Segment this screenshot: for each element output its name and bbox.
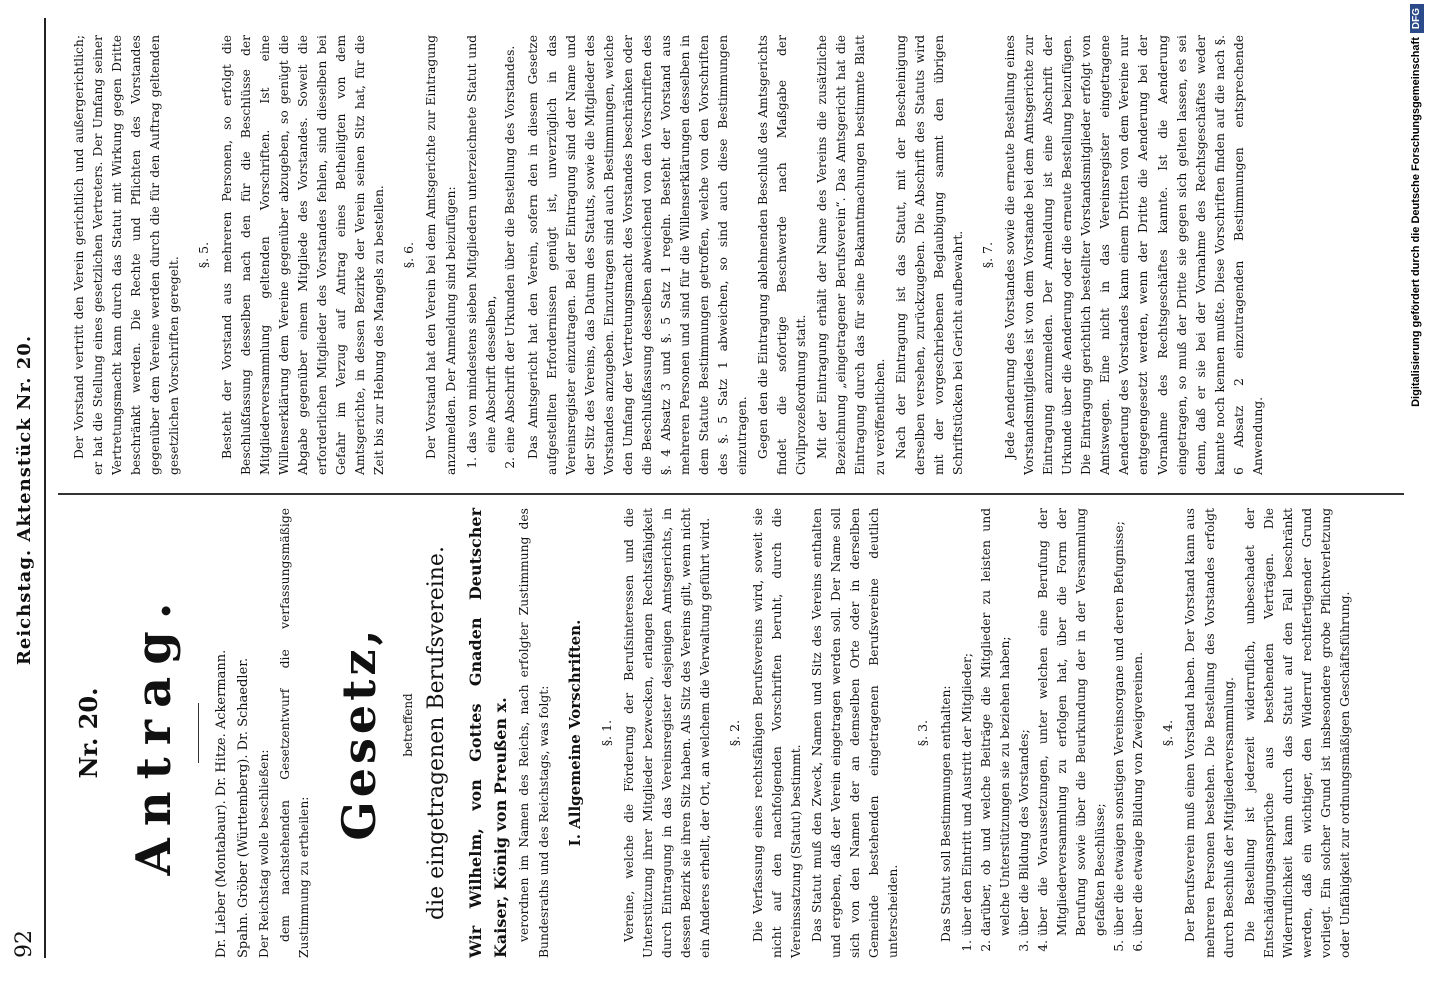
list-item: 1. das von mindestens sieben Mitgliedern unterzeichnete Statut und eine Abschrift desselben, xyxy=(463,35,501,453)
paragraph-6-list xyxy=(463,35,520,475)
paragraph-7-heading: §. 7. xyxy=(979,241,995,269)
intro-text: Der Reichstag wolle beschließen: xyxy=(256,749,271,958)
paragraph-3-heading: §. 3. xyxy=(915,719,931,747)
page-header xyxy=(0,0,50,1000)
list-item: 1. über den Eintritt und Austritt der Mitglieder; xyxy=(958,508,977,936)
sponsors-line-2: Spahn. Gröber (Württemberg). Dr. Schaedler. xyxy=(235,657,251,958)
intro-text-2: dem nachstehenden Gesetzentwurf die verfassungsmäßige Zustimmung zu ertheilen: xyxy=(277,508,311,958)
list-item: 4. über die Voraussetzungen, unter welchen eine Berufung der Mitgliederversammlung zu erfolgen hat, über die Form der Berufung sowie über die Beurkundung der in der Versammlung gefaßten Beschlüsse; xyxy=(1034,508,1110,936)
law-subject: die eingetragenen Berufsvereine. xyxy=(423,546,449,920)
paragraph-1-heading: §. 1. xyxy=(598,719,614,747)
gesetz-title: Gesetz, xyxy=(331,625,386,841)
paragraph-3-list xyxy=(958,508,1148,958)
paragraph-2-heading: §. 2. xyxy=(727,719,743,747)
paragraph-6-heading: §. 6. xyxy=(401,241,417,269)
paragraph-2-text-2: Das Statut muß den Zweck, Namen und Sitz des Vereins enthalten und ergeben, daß der Verein eingetragen werden soll. Der Name soll sich von den Namen der an demselben Orte oder in derselben Gemeinde bestehenden eingetragenen Berufsvereine deutlich unterscheiden. xyxy=(809,508,901,958)
list-item: 5. über die etwaigen sonstigen Vereinsorgane und deren Befugnisse; xyxy=(1110,508,1129,936)
paragraph-3-intro: Das Statut soll Bestimmungen enthalten: xyxy=(938,685,953,942)
paragraph-6-text-2: Das Amtsgericht hat den Verein, sofern den in diesem Gesetze aufgestellten Erfordernissen genügt ist, unverzüglich in das Vereinsregister einzutragen. Bei der Eintragung sind der Name und der Sitz des Vereins, das Datum des Statuts, sowie die Mitglieder des Vorstandes anzugeben. Einzutragen sind auch Bestimmungen, welche den Umfang der Vertretungsmacht des Vorstandes beschränken oder die Beschlußfassung desselben abweichend von den Vorschriften des §. 4 Absatz 3 und §. 5 Satz 1 regeln. Besteht der Vorstand aus mehreren Personen und sind für die Willenserklärungen desselben in dem Statute Bestimmungen getroffen, welche von den Vorschriften des §. 5 Satz 1 abweichen, so sind auch diese Bestimmungen einzutragen. xyxy=(525,35,750,475)
betreffend-label: betreffend xyxy=(401,693,416,757)
paragraph-5-heading: §. 5. xyxy=(196,241,212,269)
title-rule xyxy=(198,703,199,763)
list-item: 3. über die Bildung des Vorstandes; xyxy=(1015,508,1034,936)
paragraph-1-text: Vereine, welche die Förderung der Berufsinteressen und die Unterstützung ihrer Mitglieder bezwecken, erlangen Rechtsfähigkeit durch Eintragung in das Vereinsregister desjenigen Amtsgerichts, in dessen Bezirk sie ihren Sitz haben. Als Sitz des Vereins gilt, wenn nicht ein Anderes erhellt, der Ort, an welchem die Verwaltung geführt wird. xyxy=(622,508,713,958)
paragraph-7-text: Jede Aenderung des Vorstandes sowie die erneute Bestellung eines Vorstandsmitgliedes ist von dem Vorstande bei dem Amtsgerichte zur Eintragung anzumelden. Der Anmeldung ist eine Abschrift der Urkunde über die Aenderung oder die erneute Bestellung beizufügen. Die Eintragung gerichtlich bestellter Vorstandsmitglieder erfolgt von Amtswegen. Eine nicht in das Vereinsregister eingetragene Aenderung des Vorstandes kann einem Dritten von dem Vereine nur entgegengesetzt werden, wenn der Dritte die Aenderung bei der Vornahme des Rechtsgeschäftes kannte. Ist die Aenderung eingetragen, so muß der Dritte sie gegen sich gelten lassen, es sei denn, daß er sie bei der Vornahme des Rechtsgeschäftes weder kannte noch kennen mußte. Diese Vorschriften finden auf die nach §. 6 Absatz 2 einzutragenden Bestimmungen entsprechende Anwendung. xyxy=(1003,35,1265,475)
paragraph-4-text-2: Die Bestellung ist jederzeit widerruflich, unbeschadet der Entschädigungsansprüche aus bestehenden Verträgen. Die Widerruflichkeit kann durch das Statut auf den Fall beschränkt werden, daß ein wichtiger, den Widerruf rechtfertigender Grund vorliegt. Ein solcher Grund ist insbesondere grobe Pflichtverletzung oder Unfähigkeit zur ordnungsmäßigen Geschäftsführung. xyxy=(1242,508,1352,958)
dfg-logo: DFG xyxy=(1410,4,1424,33)
paragraph-6-text-3: Gegen den die Eintragung ablehnenden Beschluß des Amtsgerichts findet die sofortige Beschwerde nach Maßgabe der Civilprozeßordnung statt. xyxy=(756,35,809,475)
running-title: Reichstag. Aktenstück Nr. 20. xyxy=(14,334,35,666)
dfg-credit xyxy=(1404,4,1428,1000)
column-divider xyxy=(58,493,1408,495)
document-number: Nr. 20. xyxy=(74,687,103,779)
paragraph-4-heading: §. 4. xyxy=(1160,719,1176,747)
paragraph-2-text-1: Die Verfassung eines rechtsfähigen Berufsvereins wird, soweit sie nicht auf den nachfolgenden Vorschriften beruht, durch die Vereinssatzung (Statut) bestimmt. xyxy=(750,508,803,958)
page-number: 92 xyxy=(12,930,37,958)
list-item: 2. darüber, ob und welche Beiträge die Mitglieder zu leisten und welche Unterstützungen sie zu beziehen haben; xyxy=(977,508,1015,936)
sponsors-line-1: Dr. Lieber (Montabaur). Dr. Hitze. Ackermann. xyxy=(213,649,229,958)
antrag-title: Antrag. xyxy=(126,590,183,876)
section-heading: I. Allgemeine Vorschriften. xyxy=(565,619,584,847)
enacting-text: verordnen im Namen des Reichs, nach erfolgter Zustimmung des Bundesraths und des Reichstags, was folgt: xyxy=(517,508,551,958)
paragraph-4-continued: Der Vorstand vertritt den Verein gerichtlich und außergerichtlich; er hat die Stellung eines gesetzlichen Vertreters. Der Umfang seiner Vertretungsmacht kann durch das Statut mit Wirkung gegen Dritte beschränkt werden. Die Rechte und Pflichten des Vorstandes gegenüber dem Vereine werden durch die für den Auftrag geltenden gesetzlichen Vorschriften geregelt. xyxy=(72,35,182,475)
right-column xyxy=(70,35,1270,475)
paragraph-6-text-4: Mit der Eintragung erhält der Name des Vereins die zusätzliche Bezeichnung „eingetragener Berufsverein“. Das Amtsgericht hat die Eintragung durch das für seine Bekanntmachungen bestimmte Blatt zu veröffentlichen. xyxy=(815,35,887,475)
paragraph-6-text-5: Nach der Eintragung ist das Statut, mit der Bescheinigung derselben versehen, zurückzugeben. Die Abschrift des Statuts wird mit der vorgeschriebenen Beglaubigung sammt den übrigen Schriftstücken bei Gericht aufbewahrt. xyxy=(893,35,965,475)
left-column xyxy=(70,508,1357,958)
paragraph-6-text: Der Vorstand hat den Verein bei dem Amtsgerichte zur Eintragung anzumelden. Der Anmeldung sind beizufügen: xyxy=(424,35,458,475)
sponsors xyxy=(211,508,255,958)
dfg-sidebar xyxy=(1404,4,1428,1000)
header-rule xyxy=(44,18,46,958)
paragraph-5-text: Besteht der Vorstand aus mehreren Personen, so erfolgt die Beschlußfassung desselben nach den für die Beschlüsse der Mitgliederversammlung geltenden Vorschriften. Ist eine Willenserklärung dem Vereine gegenüber abzugeben, so genügt die Abgabe gegenüber einem Mitgliede des Vorstandes. Soweit die erforderlichen Mitglieder des Vorstandes fehlen, sind dieselben bei Gefahr im Verzug auf Antrag eines Betheiligten von dem Amtsgerichte, in dessen Bezirke der Verein seinen Sitz hat, für die Zeit bis zur Hebung des Mangels zu bestellen. xyxy=(219,35,387,475)
list-item: 2. eine Abschrift der Urkunden über die Bestellung des Vorstandes. xyxy=(501,35,520,453)
list-item: 6. über die etwaige Bildung von Zweigvereinen. xyxy=(1129,508,1148,936)
enacting-formula: Wir Wilhelm, von Gottes Gnaden Deutscher Kaiser, König von Preußen x. xyxy=(465,508,510,958)
paragraph-4-text-1: Der Berufsverein muß einen Vorstand haben. Der Vorstand kann aus mehreren Personen bestehen. Die Bestellung des Vorstandes erfolgt durch Beschluß der Mitgliederversammlung. xyxy=(1183,508,1236,958)
dfg-credit-text: Digitalisierung gefördert durch die Deutsche Forschungsgemeinschaft xyxy=(1410,37,1422,407)
